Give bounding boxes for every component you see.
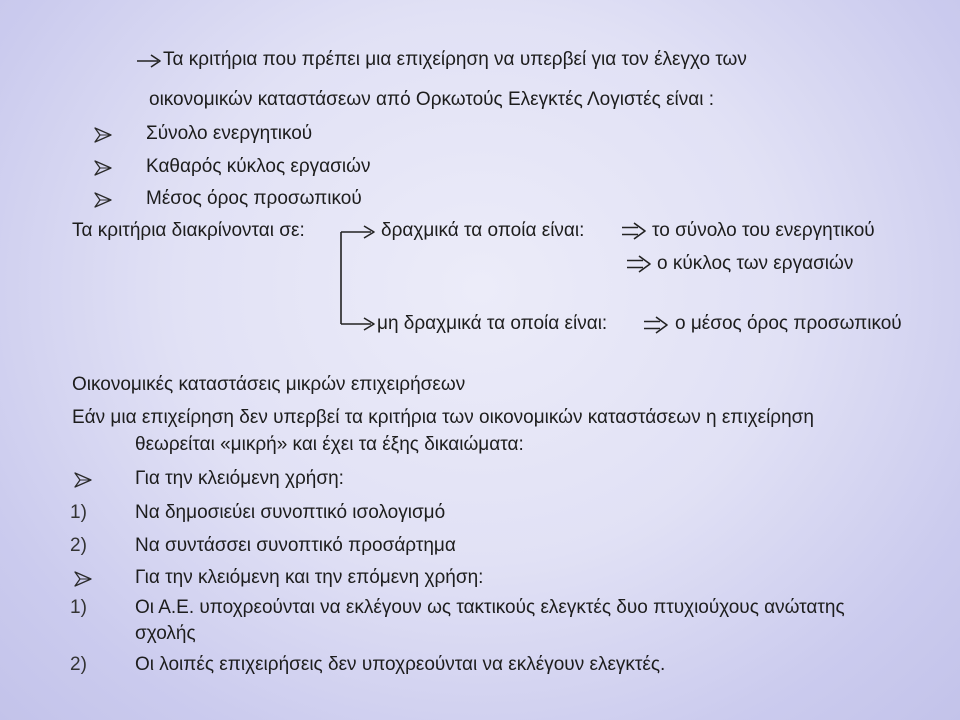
- monetary-item-turnover: ο κύκλος των εργασιών: [657, 253, 854, 274]
- criteria-item-staff: Μέσος όρος προσωπικού: [146, 188, 362, 209]
- next-year-label: Για την κλειόμενη και την επόμενη χρήση:: [135, 567, 484, 588]
- right-other-no-auditors: Οι λοιπές επιχειρήσεις δεν υποχρεούνται να εκλέγουν ελεγκτές.: [135, 654, 666, 675]
- intro-line-1: Τα κριτήρια που πρέπει μια επιχείρηση να υπερβεί για τον έλεγχο των: [163, 49, 747, 70]
- right-sa-auditors-line-1: Οι Α.Ε. υποχρεούνται να εκλέγουν ως τακτικούς ελεγκτές δυο πτυχιούχους ανώτατης: [135, 597, 845, 618]
- monetary-item-total-assets: το σύνολο του ενεργητικού: [652, 220, 875, 241]
- distinction-label: Τα κριτήρια διακρίνονται σε:: [72, 220, 305, 241]
- small-enterprises-heading: Οικονομικές καταστάσεις μικρών επιχειρήσεων: [72, 374, 466, 395]
- implies-arrow-icon: [626, 255, 652, 273]
- branch-connector: [333, 222, 379, 334]
- arrow-right-icon: [136, 52, 162, 70]
- implies-arrow-icon: [621, 222, 647, 240]
- monetary-criteria-label: δραχμικά τα οποία είναι:: [381, 220, 585, 241]
- right-sa-auditors-line-2: σχολής: [135, 623, 196, 644]
- list-number: 1): [70, 502, 87, 523]
- list-number: 2): [70, 654, 87, 675]
- bullet-arrow-icon: [93, 190, 113, 210]
- right-publish-summary-balance-sheet: Να δημοσιεύει συνοπτικό ισολογισμό: [135, 502, 446, 523]
- list-number: 2): [70, 535, 87, 556]
- criteria-item-turnover: Καθαρός κύκλος εργασιών: [146, 156, 371, 177]
- small-enterprises-paragraph-line-1: Εάν μια επιχείρηση δεν υπερβεί τα κριτήρια των οικονομικών καταστάσεων η επιχείρηση: [72, 407, 814, 428]
- list-number: 1): [70, 597, 87, 618]
- closing-year-label: Για την κλειόμενη χρήση:: [135, 468, 344, 489]
- bullet-arrow-icon: [73, 569, 93, 589]
- non-monetary-item-staff: ο μέσος όρος προσωπικού: [675, 313, 902, 334]
- implies-arrow-icon: [643, 316, 669, 334]
- non-monetary-criteria-label: μη δραχμικά τα οποία είναι:: [377, 313, 608, 334]
- criteria-item-total-assets: Σύνολο ενεργητικού: [146, 123, 313, 144]
- bullet-arrow-icon: [93, 158, 113, 178]
- bullet-arrow-icon: [73, 470, 93, 490]
- small-enterprises-paragraph-line-2: θεωρείται «μικρή» και έχει τα έξης δικαιώματα:: [135, 434, 524, 455]
- right-summary-annex: Να συντάσσει συνοπτικό προσάρτημα: [135, 535, 456, 556]
- bullet-arrow-icon: [93, 125, 113, 145]
- intro-line-2: οικονομικών καταστάσεων από Ορκωτούς Ελεγκτές Λογιστές είναι :: [149, 89, 715, 110]
